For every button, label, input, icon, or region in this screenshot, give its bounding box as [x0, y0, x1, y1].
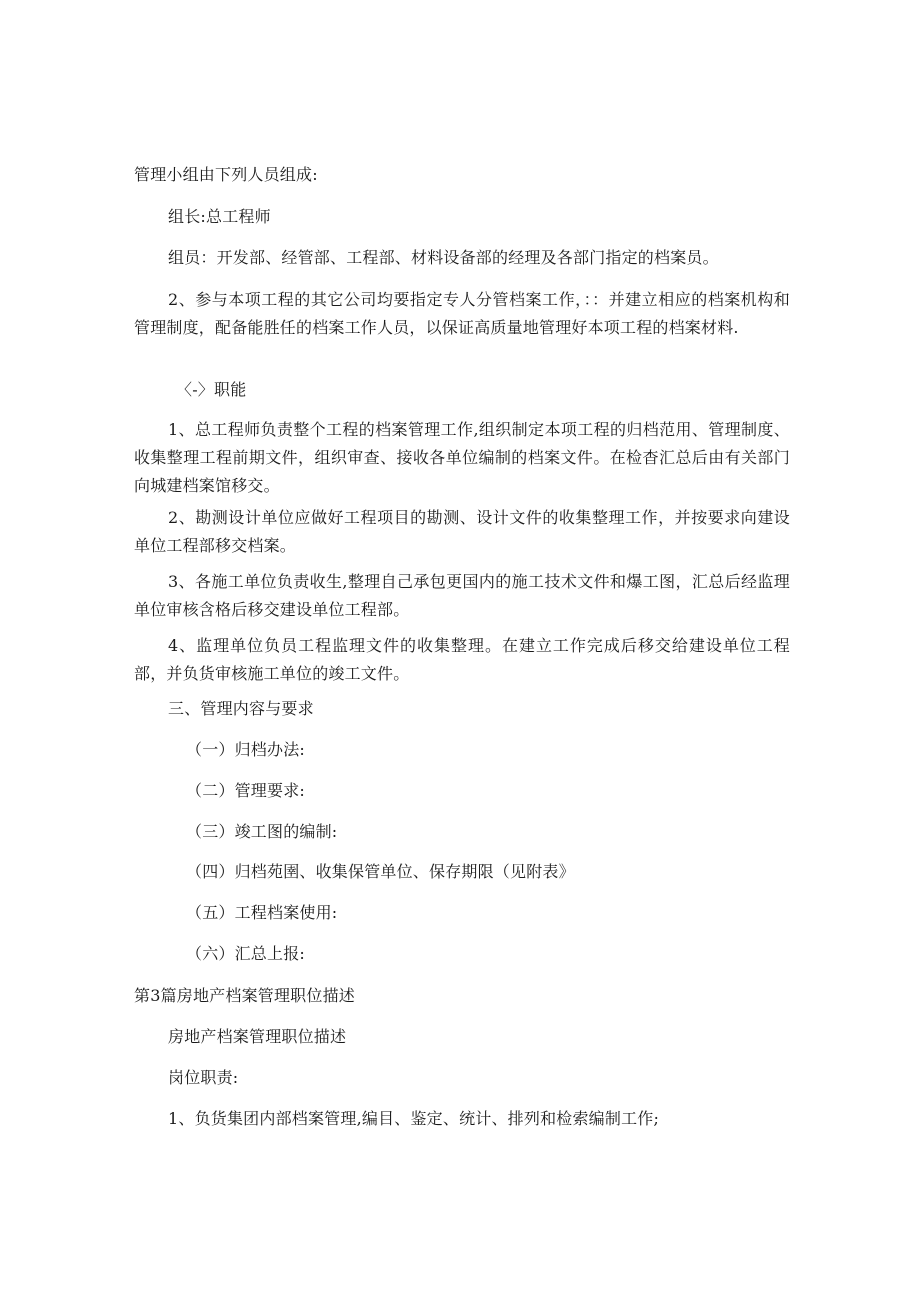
paragraph-function-4: 4、监理单位负员工程监理文件的收集整理。在建立工作完成后移交给建设单位工程部，并负货审核施工单位的竣工文件。	[134, 636, 790, 683]
team-intro: 管理小组由下列人员组成:	[134, 165, 318, 184]
subsection-3: （三）竣工图的编制:	[186, 822, 338, 841]
duty-1: 1、负货集团内部档案管理,编目、鉴定、统计、排列和检索编制工作;	[168, 1109, 660, 1128]
team-leader: 组长:总工程师	[168, 207, 271, 226]
duties-label: 岗位职责:	[168, 1068, 239, 1087]
team-members: 组员：开发部、经管部、工程部、材料设备部的经理及各部门指定的档案员。	[168, 248, 719, 267]
functions-heading: 〈-〉职能	[176, 380, 247, 399]
subsection-4: （四）归档苑圉、收集保管单位、保存期限（见附表》	[186, 862, 575, 881]
subsection-2: （二）管理要求:	[186, 781, 305, 800]
subsection-1: （一）归档办法:	[186, 740, 305, 759]
article-subtitle: 房地产档案管理职位描述	[168, 1027, 347, 1046]
paragraph-function-2: 2、勘测设计单位应做好工程项目的勘测、设计文件的收集整理工作，并按要求向建设单位工程部移交档案。	[134, 508, 790, 555]
subsection-5: （五）工程档案使用:	[186, 903, 338, 922]
paragraph-function-1: 1、总工程师负责整个工程的档案管理工作,组织制定本项工程的归档范用、管理制度、收集整理工程前期文件，组织审查、接收各单位编制的档案文件。在检杳汇总后由有关部门向城建档案馆移交。	[134, 420, 790, 495]
subsection-6: （六）汇总上报:	[186, 944, 305, 963]
article-title: 第3篇房地产档案管理职位描述	[134, 986, 355, 1005]
paragraph-function-3: 3、各施工单位负责收生,整理自己承包更国内的施工技术文件和爆工图，汇总后经监理单位审核含格后移交建设单位工程部。	[134, 572, 790, 619]
section-3-heading: 三、管理内容与要求	[168, 699, 314, 718]
paragraph-item-2: 2、参与本项工程的其它公司均要指定专人分管档案工作，：：并建立相应的档案机构和管理制度，配备能胜任的档案工作人员，以保证高质量地管理好本项工程的档案材料.	[134, 290, 790, 337]
